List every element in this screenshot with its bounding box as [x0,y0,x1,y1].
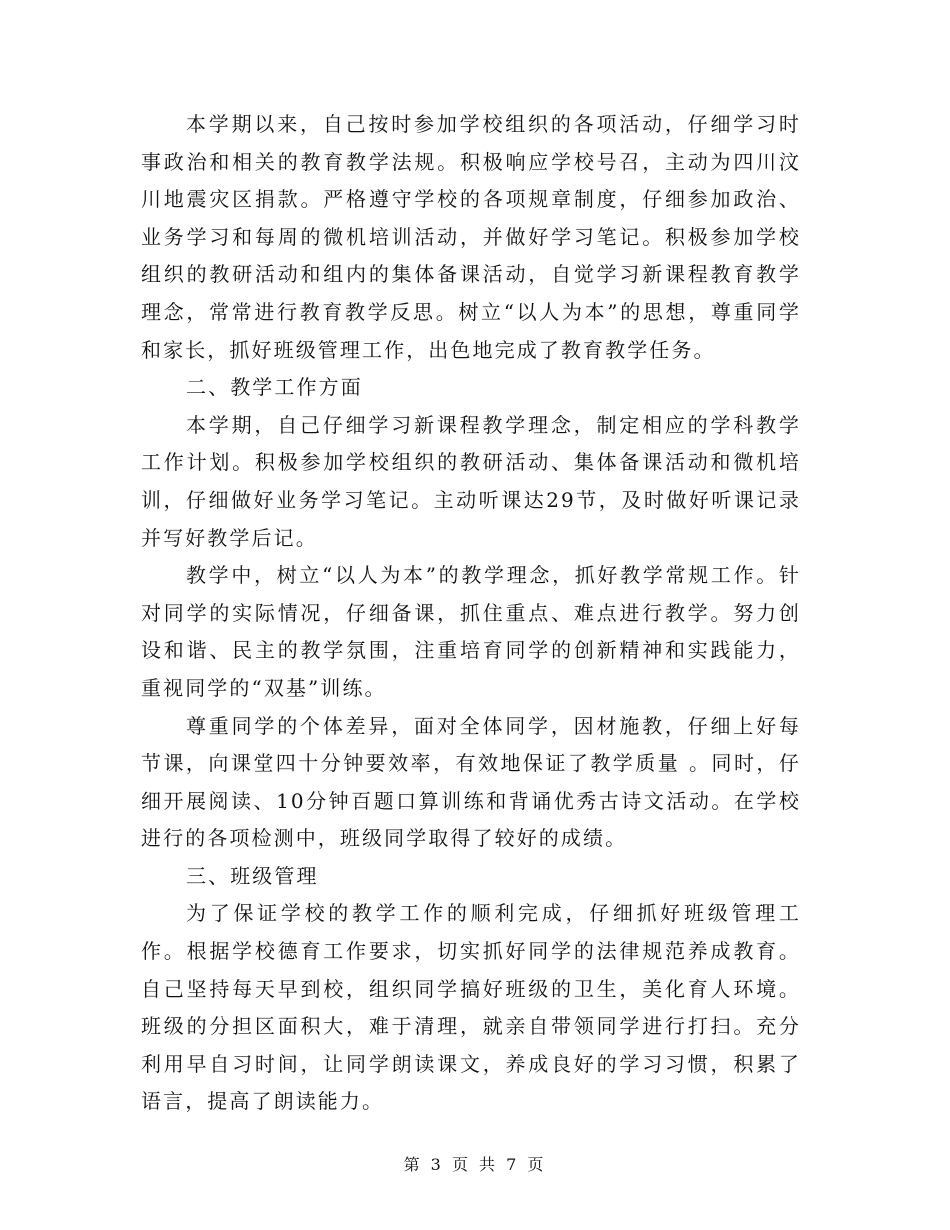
page-footer [0,1152,950,1175]
page-number-label: 第 3 页 共 7 页 [403,1155,547,1174]
section-heading-teaching: 二、教学工作方面 [186,375,363,400]
paragraph-2: 本学期，自己仔细学习新课程教学理念，制定相应的学科教学工作计划。积极参加学校组织的教研活动、集体备课活动和微机培训，仔细做好业务学习笔记。主动听课达29节，及时做好听课记录并写好教学后记。 [141,412,801,550]
document-body [141,106,801,1121]
paragraph-1: 本学期以来，自己按时参加学校组织的各项活动，仔细学习时事政治和相关的教育教学法规。积极响应学校号召，主动为四川汶川地震灾区捐款。严格遵守学校的各项规章制度，仔细参加政治、业务学习和每周的微机培训活动，并做好学习笔记。积极参加学校组织的教研活动和组内的集体备课活动，自觉学习新课程教育教学理念，常常进行教育教学反思。树立“以人为本”的思想，尊重同学和家长，抓好班级管理工作，出色地完成了教育教学任务。 [141,112,801,362]
paragraph-4: 尊重同学的个体差异，面对全体同学，因材施教，仔细上好每节课，向课堂四十分钟要效率，有效地保证了教学质量 。同时，仔细开展阅读、10分钟百题口算训练和背诵优秀古诗文活动。在学校进行的各项检测中，班级同学取得了较好的成绩。 [141,713,801,851]
paragraph-3: 教学中，树立“以人为本”的教学理念，抓好教学常规工作。针对同学的实际情况，仔细备课，抓住重点、难点进行教学。努力创设和谐、民主的教学氛围，注重培育同学的创新精神和实践能力，重视同学的“双基”训练。 [141,563,801,700]
section-heading-class-management: 三、班级管理 [186,863,319,888]
paragraph-5: 为了保证学校的教学工作的顺利完成，仔细抓好班级管理工作。根据学校德育工作要求，切实抓好同学的法律规范养成教育。自己坚持每天早到校，组织同学搞好班级的卫生，美化育人环境。班级的分担区面积大，难于清理，就亲自带领同学进行打扫。充分利用早自习时间，让同学朗读课文，养成良好的学习习惯，积累了语言，提高了朗读能力。 [141,901,801,1114]
